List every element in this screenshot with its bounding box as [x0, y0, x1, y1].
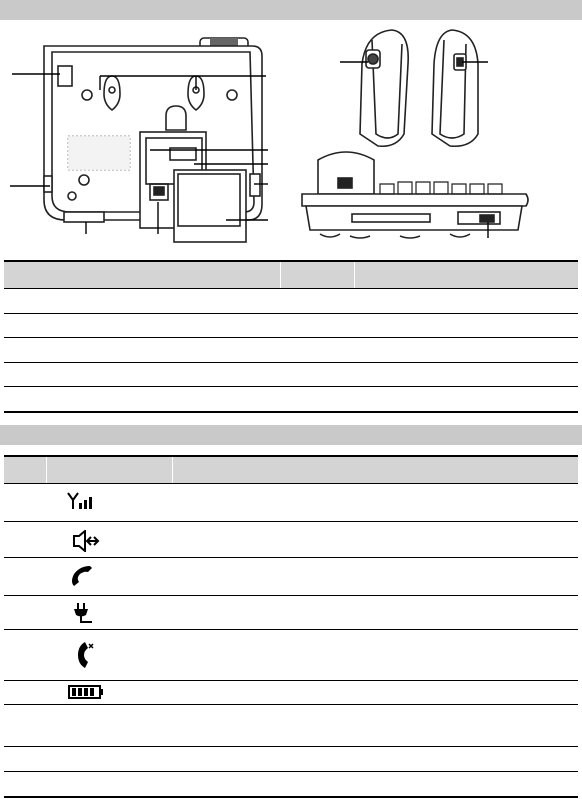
rear-view-drawing — [302, 152, 528, 238]
parts-table-bottom-rule — [4, 411, 578, 413]
table-row — [4, 386, 578, 387]
table-row — [4, 629, 578, 630]
right-side-view-drawing — [432, 30, 478, 146]
icons-table-header — [4, 455, 578, 484]
section-header-band-icons — [0, 425, 582, 445]
table-row — [4, 704, 578, 705]
back-view-drawing — [44, 38, 262, 242]
table-row — [4, 595, 578, 596]
table-row — [4, 362, 578, 363]
table-row — [4, 557, 578, 558]
signal-strength-icon — [67, 492, 95, 510]
missed-call-icon — [76, 640, 96, 670]
table-row — [4, 337, 578, 338]
phone-illustration — [0, 24, 582, 262]
left-side-view-drawing — [360, 30, 408, 146]
battery-icon — [68, 685, 104, 699]
speaker-icon — [72, 530, 100, 552]
table-row — [4, 313, 578, 314]
table-row — [4, 746, 578, 747]
section-header-band-top — [0, 0, 582, 20]
table-row — [4, 771, 578, 772]
parts-table-header — [4, 260, 578, 289]
handset-icon — [70, 564, 94, 588]
power-plug-icon — [72, 602, 94, 624]
table-row — [4, 521, 578, 522]
icons-table-bottom-rule — [4, 796, 578, 798]
table-row — [4, 680, 578, 681]
